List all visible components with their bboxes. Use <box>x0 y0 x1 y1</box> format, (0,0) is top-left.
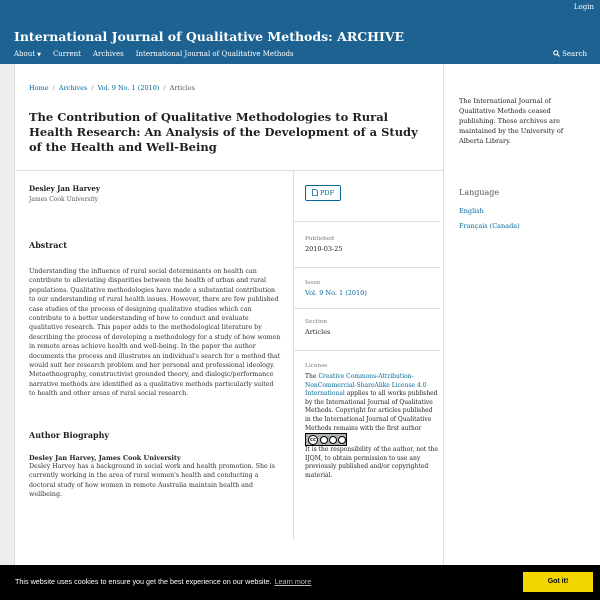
breadcrumb-separator: / <box>52 84 55 92</box>
license-block <box>293 350 440 481</box>
file-pdf-icon <box>312 189 318 196</box>
language-english[interactable]: English <box>459 207 484 215</box>
nav-current[interactable]: Current <box>52 50 81 58</box>
license-text <box>305 373 440 481</box>
breadcrumb-current: Articles <box>169 84 196 92</box>
license-end: It is the responsibility of the author, not the IJQM, to obtain permission to use any previously published and/or copyrighted material. <box>305 446 438 479</box>
section-label: Section <box>305 319 328 325</box>
license-link[interactable]: Creative Commons-Attribution-NonCommercial-ShareAlike License 4.0 International <box>305 373 427 398</box>
license-middle: applies to all works published by the International Journal of Qualitative Methods. Copyright for articles published in the International Journal of Qualitative Methods remains with the first author <box>305 390 438 432</box>
cc-license-badge-icon[interactable]: cc <box>305 433 347 446</box>
bio-heading: Author Biography <box>29 429 110 440</box>
issue-link[interactable]: Vol. 9 No. 1 (2010) <box>305 289 367 297</box>
archive-notice: The International Journal of Qualitative Methods ceased publishing. These archives are maintained by the University of Alberta Library. <box>459 97 564 145</box>
nav-archives[interactable]: Archives <box>92 50 124 58</box>
license-prefix: The <box>305 373 317 380</box>
breadcrumb-separator: / <box>91 84 94 92</box>
breadcrumb-issue[interactable]: Vol. 9 No. 1 (2010) <box>97 84 160 92</box>
site-title[interactable]: International Journal of Qualitative Methods: ARCHIVE <box>14 29 405 44</box>
search-label: Search <box>562 50 587 58</box>
cookie-accept-button[interactable]: Got it! <box>523 572 593 592</box>
pdf-button[interactable] <box>305 185 341 201</box>
section-value: Articles <box>305 328 331 336</box>
nav-about-label: About <box>14 50 36 58</box>
cookie-learn-more[interactable]: Learn more <box>274 577 312 586</box>
pdf-label: PDF <box>320 189 335 197</box>
main-nav <box>14 50 294 58</box>
article-main-column <box>29 184 281 499</box>
published-block <box>293 221 440 253</box>
cookie-text: This website uses cookies to ensure you get the best experience on our website. <box>15 577 272 586</box>
search-icon <box>553 50 560 57</box>
nav-journal[interactable]: International Journal of Qualitative Methods <box>135 50 294 58</box>
issue-label: Issue <box>305 280 321 286</box>
published-value: 2010-03-25 <box>305 245 343 253</box>
breadcrumb-separator: / <box>163 84 166 92</box>
bio-text: Desley Harvey has a background in social work and health promotion. She is currently working in the area of rural women's health and conducting a doctoral study of how women in remote Australia maintain health and wellbeing. <box>29 462 276 498</box>
main-content <box>14 64 444 574</box>
abstract-text: Understanding the influence of rural social determinants on health can contribute to alleviating disparities between the health of urban and rural populations. Qualitative methodologies have made a substantial contribution to our understanding of rural health issues. However, there are few published case studies of the process of designing qualitative studies which can contribute to a better understanding of how to conduct and evaluate qualitative research. This paper adds to the methodological literature by describing the process of developing a methodology for a study of how women in remote areas achieve health and well-being. In the paper the author documents the process and illustrates an individual's search for a method that would suit her research problem and her personal and professional ideology. Metaethnography, constructivist grounded theory, and dialogic/performance narrative methods are identified as a qualitative methods particularly suited to health and other areas of rural social research. <box>29 268 281 398</box>
bio-name: Desley Jan Harvey, James Cook University <box>29 453 181 462</box>
breadcrumb-archives[interactable]: Archives <box>58 84 88 92</box>
license-label: License <box>305 363 328 369</box>
issue-value <box>305 289 440 297</box>
abstract-heading: Abstract <box>29 240 67 250</box>
language-heading: Language <box>459 188 500 197</box>
breadcrumb-home[interactable]: Home <box>29 84 49 92</box>
login-link[interactable]: Login <box>573 3 594 11</box>
published-label: Published <box>305 236 334 242</box>
author-affiliation: James Cook University <box>29 196 99 203</box>
cookie-message <box>15 577 311 586</box>
nav-about[interactable] <box>14 50 41 58</box>
caret-down-icon: ▼ <box>37 52 41 58</box>
language-french[interactable]: Français (Canada) <box>459 222 520 230</box>
section-block <box>293 308 440 336</box>
author-name: Desley Jan Harvey <box>29 184 100 193</box>
cookie-banner <box>0 565 600 600</box>
issue-block <box>293 267 440 297</box>
search-link[interactable] <box>553 50 587 58</box>
article-title: The Contribution of Qualitative Methodologies to Rural Health Research: An Analysis of the Development of a Study of the Health and Well-Being <box>29 110 418 154</box>
site-header <box>0 0 600 64</box>
divider <box>15 170 444 171</box>
breadcrumb <box>29 84 195 92</box>
sidebar <box>444 64 600 574</box>
article-details <box>305 180 440 481</box>
